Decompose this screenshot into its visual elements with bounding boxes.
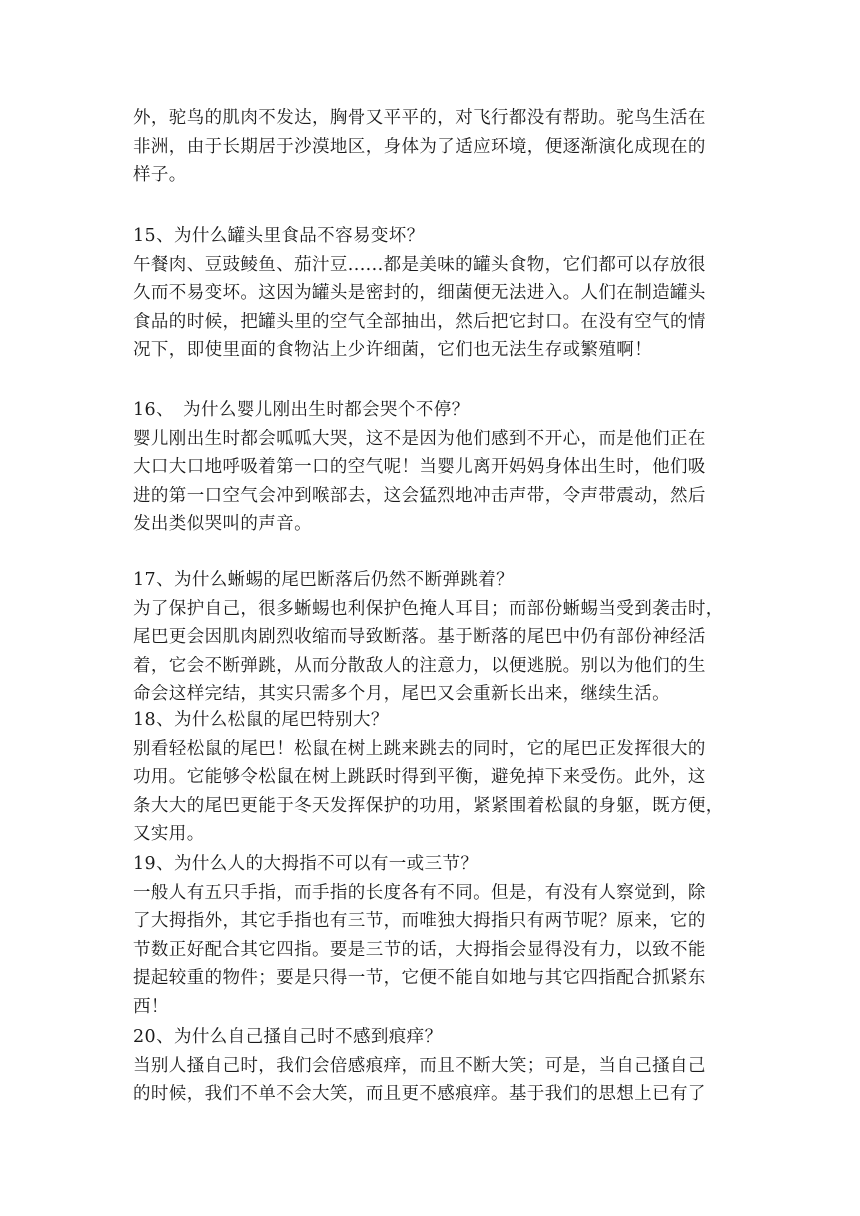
paragraph-line: 外，驼鸟的肌肉不发达，胸骨又平平的，对飞行都没有帮助。驼鸟生活在 [133,108,706,128]
paragraph-line: 提起较重的物件；要是只得一节，它便不能自如地与其它四指配合抓紧东 [133,968,706,989]
paragraph-line: 午餐肉、豆豉鲮鱼、茄汁豆......都是美味的罐头食物，它们都可以存放很 [133,254,706,275]
section-title: 15、为什么罐头里食品不容易变坏？ [133,226,425,246]
paragraph-line: 发出类似哭叫的声音。 [133,514,312,535]
section-16 [133,396,733,539]
paragraph-line: 命会这样完结，其实只需多个月，尾巴又会重新长出来，继续生活。 [133,684,670,705]
paragraph-line: 进的第一口空气会冲到喉部去，这会猛烈地冲击声带，令声带震动，然后 [133,485,706,506]
paragraph-line: 一般人有五只手指，而手指的长度各有不同。但是，有没有人察觉到，除 [133,882,706,903]
paragraph-line: 着，它会不断弹跳，从而分散敌人的注意力，以便逃脱。别以为他们的生 [133,655,706,676]
intro-paragraph [133,104,733,190]
section-15 [133,222,733,365]
paragraph-line: 大口大口地呼吸着第一口的空气呢！当婴儿离开妈妈身体出生时，他们吸 [133,457,706,478]
paragraph-line: 非洲，由于长期居于沙漠地区，身体为了适应环境，便逐渐演化成现在的 [133,136,706,157]
paragraph-line: 尾巴更会因肌肉剧烈收缩而导致断落。基于断落的尾巴中仍有部份神经活 [133,627,706,648]
section-17 [133,566,733,709]
paragraph-line: 当别人搔自己时，我们会倍感痕痒，而且不断大笑；可是，当自己搔自己 [133,1055,706,1076]
paragraph-line: 节数正好配合其它四指。要是三节的话，大拇指会显得没有力，以致不能 [133,939,706,960]
paragraph-line: 又实用。 [133,824,205,845]
paragraph-line: 婴儿刚出生时都会呱呱大哭，这不是因为他们感到不开心，而是他们正在 [133,428,706,449]
paragraph-line: 的时候，我们不单不会大笑，而且更不感痕痒。基于我们的思想上已有了 [133,1084,706,1105]
paragraph-line: 了大拇指外，其它手指也有三节，而唯独大拇指只有两节呢？原来，它的 [133,911,706,932]
paragraph-line: 食品的时候，把罐头里的空气全部抽出，然后把它封口。在没有空气的情 [133,311,706,332]
paragraph-line: 久而不易变坏。这因为罐头是密封的，细菌便无法进入。人们在制造罐头 [133,283,706,304]
section-title: 20、为什么自己搔自己时不感到痕痒？ [133,1027,443,1047]
section-20 [133,1023,733,1109]
section-title: 17、为什么蜥蜴的尾巴断落后仍然不断弹跳着？ [133,570,515,590]
section-title: 18、为什么松鼠的尾巴特别大？ [133,710,389,730]
paragraph-line: 样子。 [133,165,187,186]
section-18 [133,706,733,849]
section-title: 16、 为什么婴儿刚出生时都会哭个不停？ [133,400,470,420]
paragraph-line: 况下，即使里面的食物沾上少许细菌，它们也无法生存或繁殖啊！ [133,340,653,361]
section-title: 19、为什么人的大拇指不可以有一或三节？ [133,854,479,874]
paragraph-line: 别看轻松鼠的尾巴！松鼠在树上跳来跳去的同时，它的尾巴正发挥很大的 [133,738,706,759]
section-19 [133,850,733,1022]
paragraph-line: 条大大的尾巴更能于冬天发挥保护的功用，紧紧围着松鼠的身躯，既方便， [133,795,724,816]
paragraph-line: 功用。它能够令松鼠在树上跳跃时得到平衡，避免掉下来受伤。此外，这 [133,767,706,788]
paragraph-line: 西！ [133,996,169,1017]
paragraph-line: 为了保护自己，很多蜥蜴也利保护色掩人耳目；而部份蜥蜴当受到袭击时， [133,598,724,619]
